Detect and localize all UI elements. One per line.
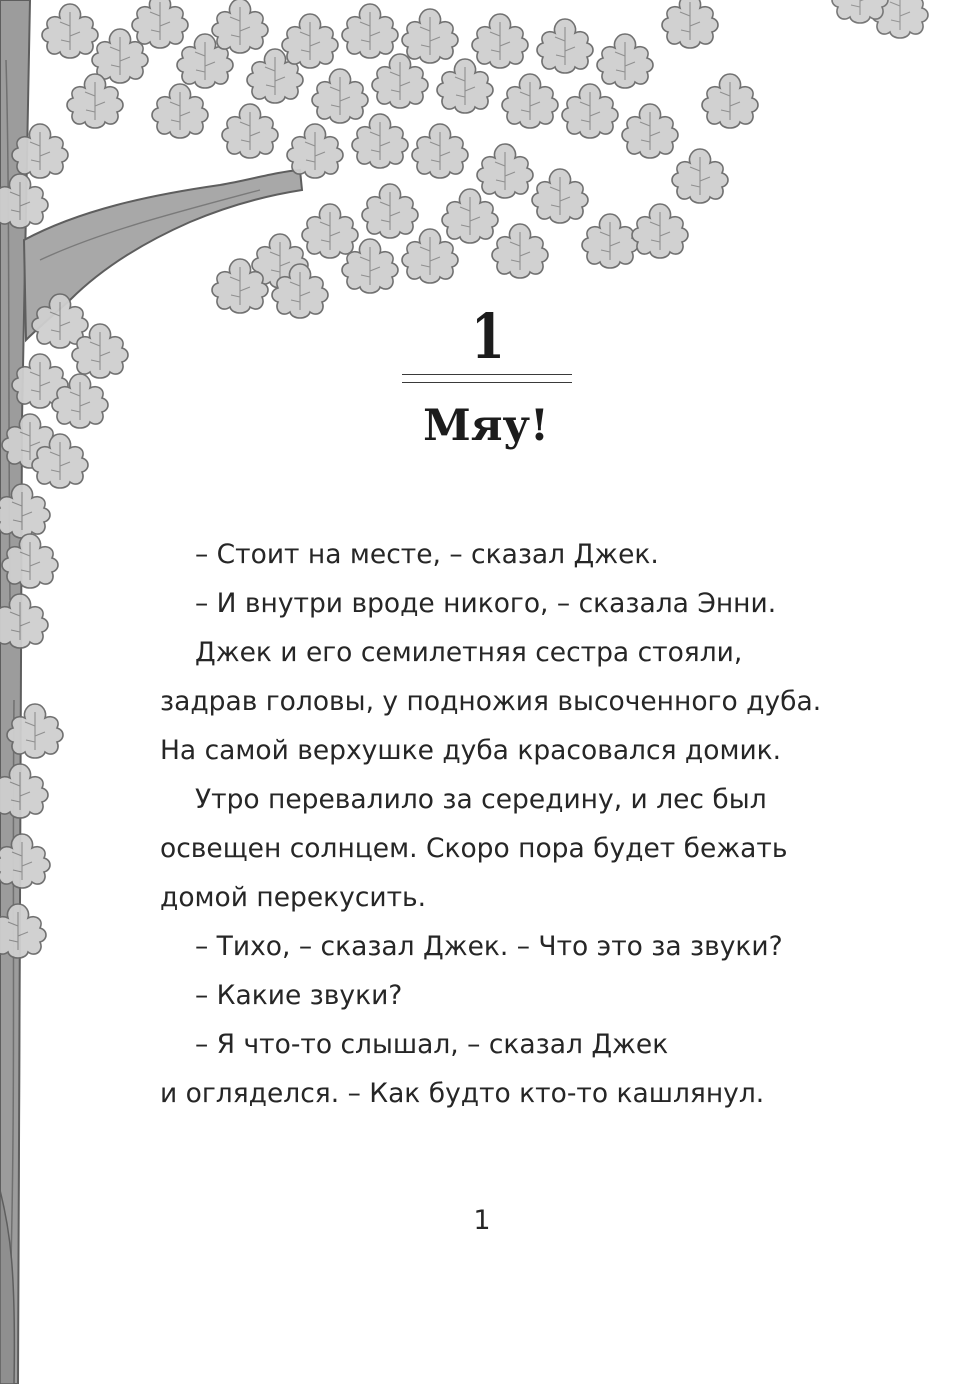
text-line: освещен солнцем. Скоро пора будет бежать	[160, 833, 788, 864]
text-line: – Тихо, – сказал Джек. – Что это за звуки?	[195, 931, 783, 962]
chapter-divider	[402, 374, 572, 383]
chapter-title: Мяу!	[423, 401, 549, 451]
text-line: домой перекусить.	[160, 882, 427, 913]
text-line: Джек и его семилетняя сестра стояли,	[195, 637, 743, 668]
chapter-text	[160, 530, 840, 1118]
chapter-number: 1	[471, 300, 505, 373]
text-line: – Я что-то слышал, – сказал Джек	[195, 1029, 669, 1060]
page-number: 1	[473, 1205, 491, 1236]
text-line: и огляделся. – Как будто кто-то кашлянул.	[160, 1078, 765, 1109]
text-line: Утро перевалило за середину, и лес был	[195, 784, 767, 815]
text-line: – Какие звуки?	[195, 980, 403, 1011]
text-line: – Стоит на месте, – сказал Джек.	[195, 539, 659, 570]
text-line: задрав головы, у подножия высоченного дуба.	[160, 686, 822, 717]
text-line: На самой верхушке дуба красовался домик.	[160, 735, 782, 766]
text-line: – И внутри вроде никого, – сказала Энни.	[195, 588, 777, 619]
